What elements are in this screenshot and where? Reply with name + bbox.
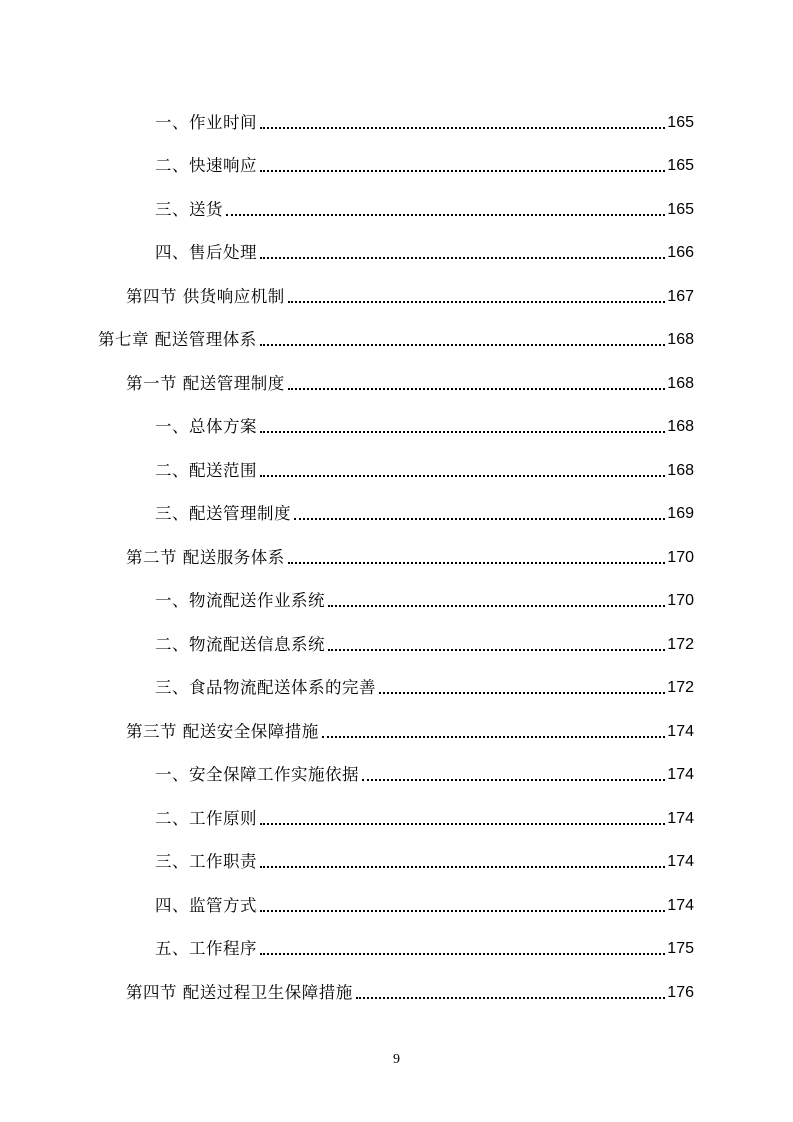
toc-entry[interactable] <box>155 762 694 786</box>
toc-entry[interactable] <box>155 806 694 830</box>
toc-entry-page: 174 <box>667 723 694 740</box>
toc-entry-title: 二、配送范围 <box>155 461 257 480</box>
toc-entry-page: 165 <box>667 201 694 218</box>
toc-entry-page: 174 <box>667 853 694 870</box>
toc-entry[interactable] <box>155 414 694 438</box>
page-number: 9 <box>393 1052 400 1067</box>
toc-entry[interactable] <box>126 719 694 743</box>
toc-dot-leader <box>260 866 665 868</box>
toc-entry[interactable] <box>155 849 694 873</box>
toc-entry-title: 第二节 配送服务体系 <box>126 548 285 567</box>
toc-entry-title: 第一节 配送管理制度 <box>126 374 285 393</box>
toc-entry-page: 170 <box>667 592 694 609</box>
toc-entry[interactable] <box>155 197 694 221</box>
toc-entry-title: 三、食品物流配送体系的完善 <box>155 678 376 697</box>
toc-entry-title: 五、工作程序 <box>155 939 257 958</box>
toc-entry-page: 170 <box>667 549 694 566</box>
toc-entry[interactable] <box>126 980 694 1004</box>
toc-entry[interactable] <box>155 632 694 656</box>
toc-entry-page: 165 <box>667 157 694 174</box>
toc-entry-title: 二、工作原则 <box>155 809 257 828</box>
toc-entry-page: 174 <box>667 810 694 827</box>
toc-entry-page: 172 <box>667 636 694 653</box>
toc-entry[interactable] <box>98 327 694 351</box>
toc-entry-page: 168 <box>667 462 694 479</box>
toc-dot-leader <box>288 301 666 303</box>
toc-dot-leader <box>328 605 665 607</box>
toc-dot-leader <box>260 170 665 172</box>
toc-entry-page: 167 <box>667 288 694 305</box>
toc-dot-leader <box>362 779 665 781</box>
toc-entry-title: 第四节 配送过程卫生保障措施 <box>126 983 353 1002</box>
toc-entry[interactable] <box>155 240 694 264</box>
toc-entry[interactable] <box>155 675 694 699</box>
toc-dot-leader <box>288 562 666 564</box>
toc-entry-title: 三、送货 <box>155 200 223 219</box>
toc-entry[interactable] <box>155 893 694 917</box>
toc-dot-leader <box>379 692 665 694</box>
toc-entry[interactable] <box>155 936 694 960</box>
toc-entry-title: 一、作业时间 <box>155 113 257 132</box>
toc-dot-leader <box>260 823 665 825</box>
toc-entry-title: 三、工作职责 <box>155 852 257 871</box>
toc-entry-title: 一、总体方案 <box>155 417 257 436</box>
toc-entry-title: 四、售后处理 <box>155 243 257 262</box>
toc-entry-title: 三、配送管理制度 <box>155 504 291 523</box>
toc-entry-title: 四、监管方式 <box>155 896 257 915</box>
toc-entry-page: 166 <box>667 244 694 261</box>
toc-entry[interactable] <box>155 501 694 525</box>
toc-entry-title: 一、安全保障工作实施依据 <box>155 765 359 784</box>
toc-entry-page: 168 <box>667 418 694 435</box>
toc-dot-leader <box>260 910 665 912</box>
toc-entry-page: 176 <box>667 984 694 1001</box>
toc-entry-title: 第七章 配送管理体系 <box>98 330 257 349</box>
toc-dot-leader <box>260 953 665 955</box>
toc-entry[interactable] <box>155 458 694 482</box>
toc-entry-page: 165 <box>667 114 694 131</box>
toc-dot-leader <box>294 518 665 520</box>
toc-entry-page: 174 <box>667 897 694 914</box>
toc-dot-leader <box>226 214 665 216</box>
toc-dot-leader <box>260 344 666 346</box>
toc-entry[interactable] <box>155 588 694 612</box>
toc-dot-leader <box>356 997 666 999</box>
toc-entry-page: 169 <box>667 505 694 522</box>
toc-entry[interactable] <box>155 110 694 134</box>
toc-entry-title: 二、物流配送信息系统 <box>155 635 325 654</box>
toc-dot-leader <box>328 649 665 651</box>
toc-entry-page: 168 <box>667 375 694 392</box>
toc-entry-page: 172 <box>667 679 694 696</box>
toc-entry-title: 一、物流配送作业系统 <box>155 591 325 610</box>
toc-dot-leader <box>260 257 665 259</box>
toc-dot-leader <box>260 475 665 477</box>
toc-entry-page: 174 <box>667 766 694 783</box>
toc-dot-leader <box>260 431 665 433</box>
toc-entry[interactable] <box>155 153 694 177</box>
toc-entry[interactable] <box>126 545 694 569</box>
toc-entry-title: 第四节 供货响应机制 <box>126 287 285 306</box>
toc-dot-leader <box>322 736 666 738</box>
toc-dot-leader <box>260 127 665 129</box>
toc-entry-page: 175 <box>667 940 694 957</box>
toc-entry-title: 第三节 配送安全保障措施 <box>126 722 319 741</box>
toc-entry-title: 二、快速响应 <box>155 156 257 175</box>
toc-dot-leader <box>288 388 666 390</box>
toc-entry[interactable] <box>126 371 694 395</box>
toc-entry-page: 168 <box>667 331 694 348</box>
toc-entry[interactable] <box>126 284 694 308</box>
